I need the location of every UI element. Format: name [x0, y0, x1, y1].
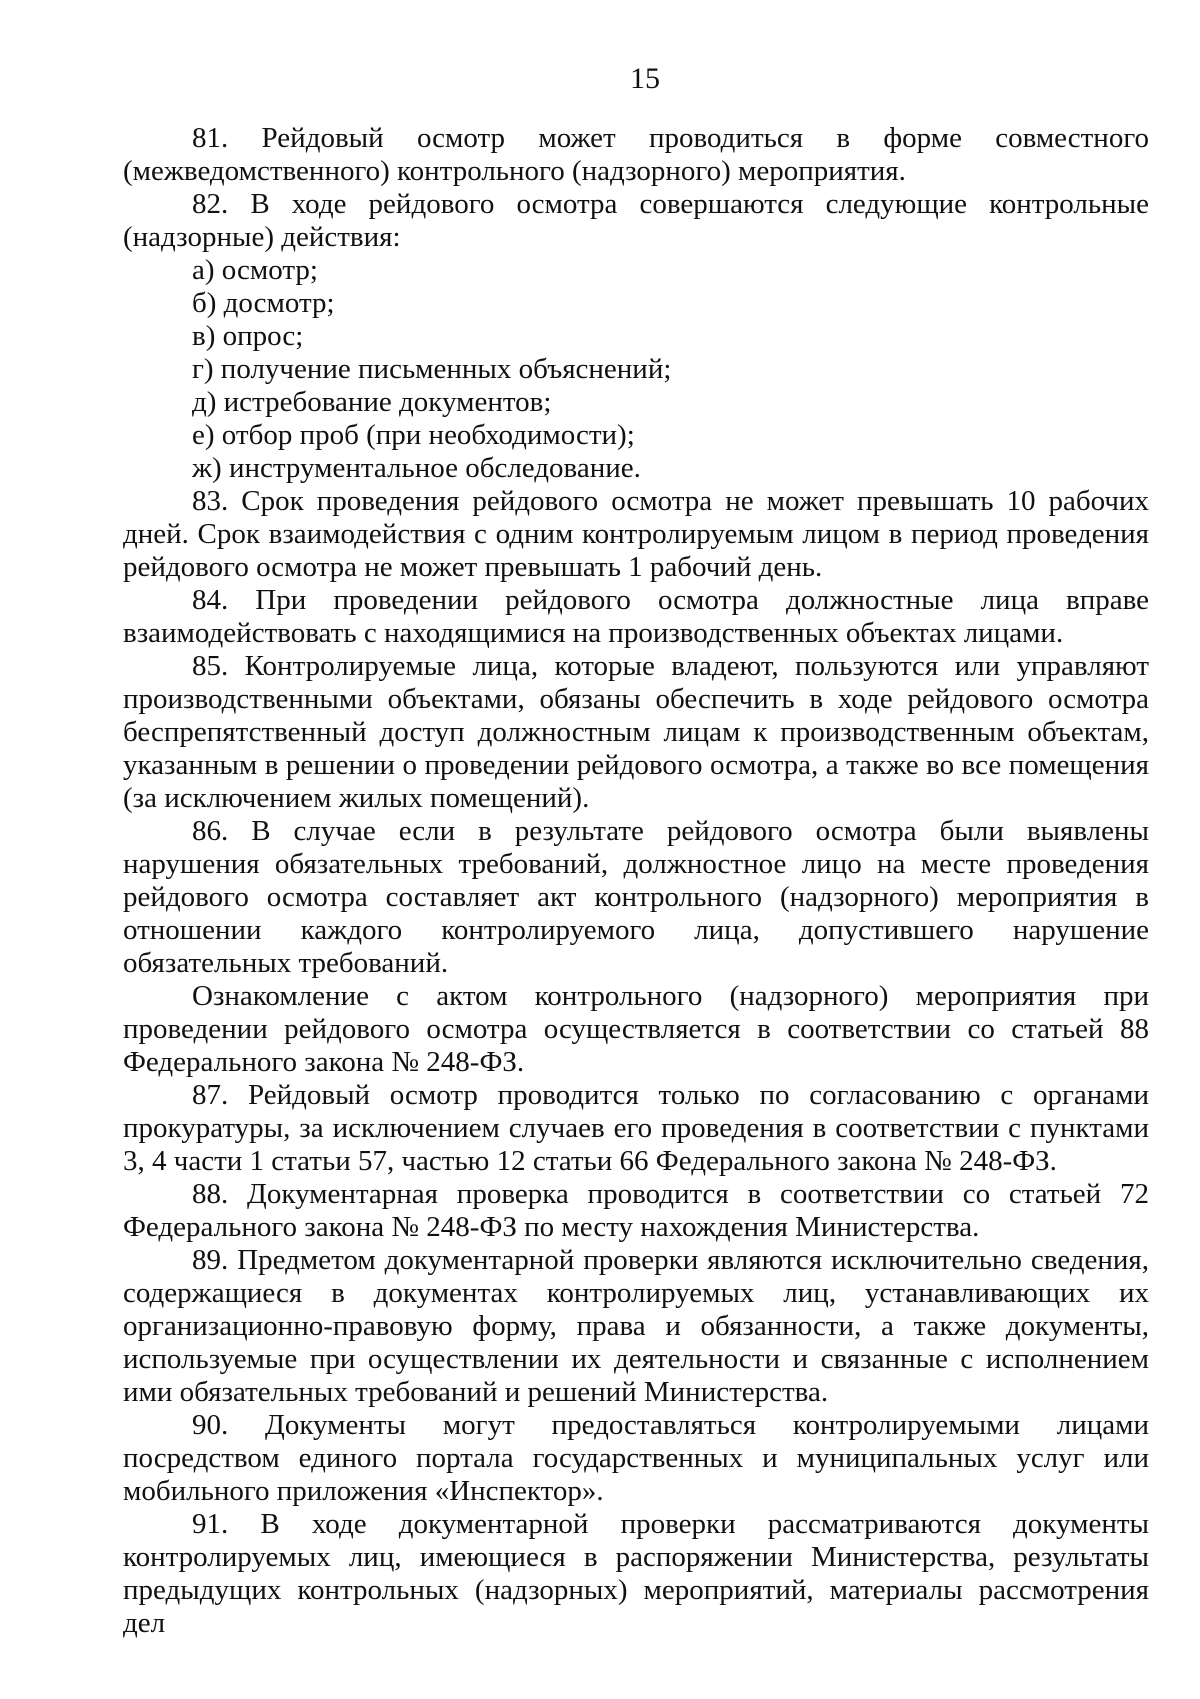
list-item-v: в) опрос;	[192, 320, 304, 352]
paragraph-91: 91. В ходе документарной проверки рассматриваются документы контролируемых лиц, имеющиеся в распоряжении Министерства, результаты предыдущих контрольных (надзорных) мероприятий, материалы рассмотрения дел	[123, 1508, 1149, 1639]
paragraph-84: 84. При проведении рейдового осмотра должностные лица вправе взаимодействовать с находящимися на производственных объектах лицами.	[123, 584, 1149, 649]
list-item-g: г) получение письменных объяснений;	[192, 353, 672, 385]
document-body	[123, 122, 1149, 1640]
paragraph-86: 86. В случае если в результате рейдового осмотра были выявлены нарушения обязательных требований, должностное лицо на месте проведения рейдового осмотра составляет акт контрольного (надзорного) мероприятия в отношении каждого контролируемого лица, допустившего нарушение обязательных требований.	[123, 815, 1149, 979]
paragraph-82: 82. В ходе рейдового осмотра совершаются следующие контрольные (надзорные) действия:	[123, 188, 1149, 253]
paragraph-90: 90. Документы могут предоставляться контролируемыми лицами посредством единого портала государственных и муниципальных услуг или мобильного приложения «Инспектор».	[123, 1409, 1149, 1507]
paragraph-83: 83. Срок проведения рейдового осмотра не может превышать 10 рабочих дней. Срок взаимодействия с одним контролируемым лицом в период проведения рейдового осмотра не может превышать 1 рабочий день.	[123, 485, 1149, 583]
paragraph-85: 85. Контролируемые лица, которые владеют, пользуются или управляют производственными объектами, обязаны обеспечить в ходе рейдового осмотра беспрепятственный доступ должностным лицам к производственным объектам, указанным в решении о проведении рейдового осмотра, а также во все помещения (за исключением жилых помещений).	[123, 650, 1149, 814]
paragraph-87: 87. Рейдовый осмотр проводится только по согласованию с органами прокуратуры, за исключением случаев его проведения в соответствии с пунктами 3, 4 части 1 статьи 57, частью 12 статьи 66 Федерального закона № 248-ФЗ.	[123, 1079, 1149, 1177]
paragraph-89: 89. Предметом документарной проверки являются исключительно сведения, содержащиеся в документах контролируемых лиц, устанавливающих их организационно-правовую форму, права и обязанности, а также документы, используемые при осуществлении их деятельности и связанные с исполнением ими обязательных требований и решений Министерства.	[123, 1244, 1149, 1408]
list-item-b: б) досмотр;	[192, 287, 335, 319]
page-number: 15	[630, 62, 660, 95]
list-item-zh: ж) инструментальное обследование.	[192, 452, 641, 484]
list-item-d: д) истребование документов;	[192, 386, 552, 418]
list-item-a: а) осмотр;	[192, 254, 318, 286]
paragraph-88: 88. Документарная проверка проводится в соответствии со статьей 72 Федерального закона № 248-ФЗ по месту нахождения Министерства.	[123, 1178, 1149, 1243]
paragraph-81: 81. Рейдовый осмотр может проводиться в форме совместного (межведомственного) контрольного (надзорного) мероприятия.	[123, 122, 1149, 187]
paragraph-86-familiarization: Ознакомление с актом контрольного (надзорного) мероприятия при проведении рейдового осмотра осуществляется в соответствии со статьей 88 Федерального закона № 248-ФЗ.	[123, 980, 1149, 1078]
list-item-e: е) отбор проб (при необходимости);	[192, 419, 635, 451]
